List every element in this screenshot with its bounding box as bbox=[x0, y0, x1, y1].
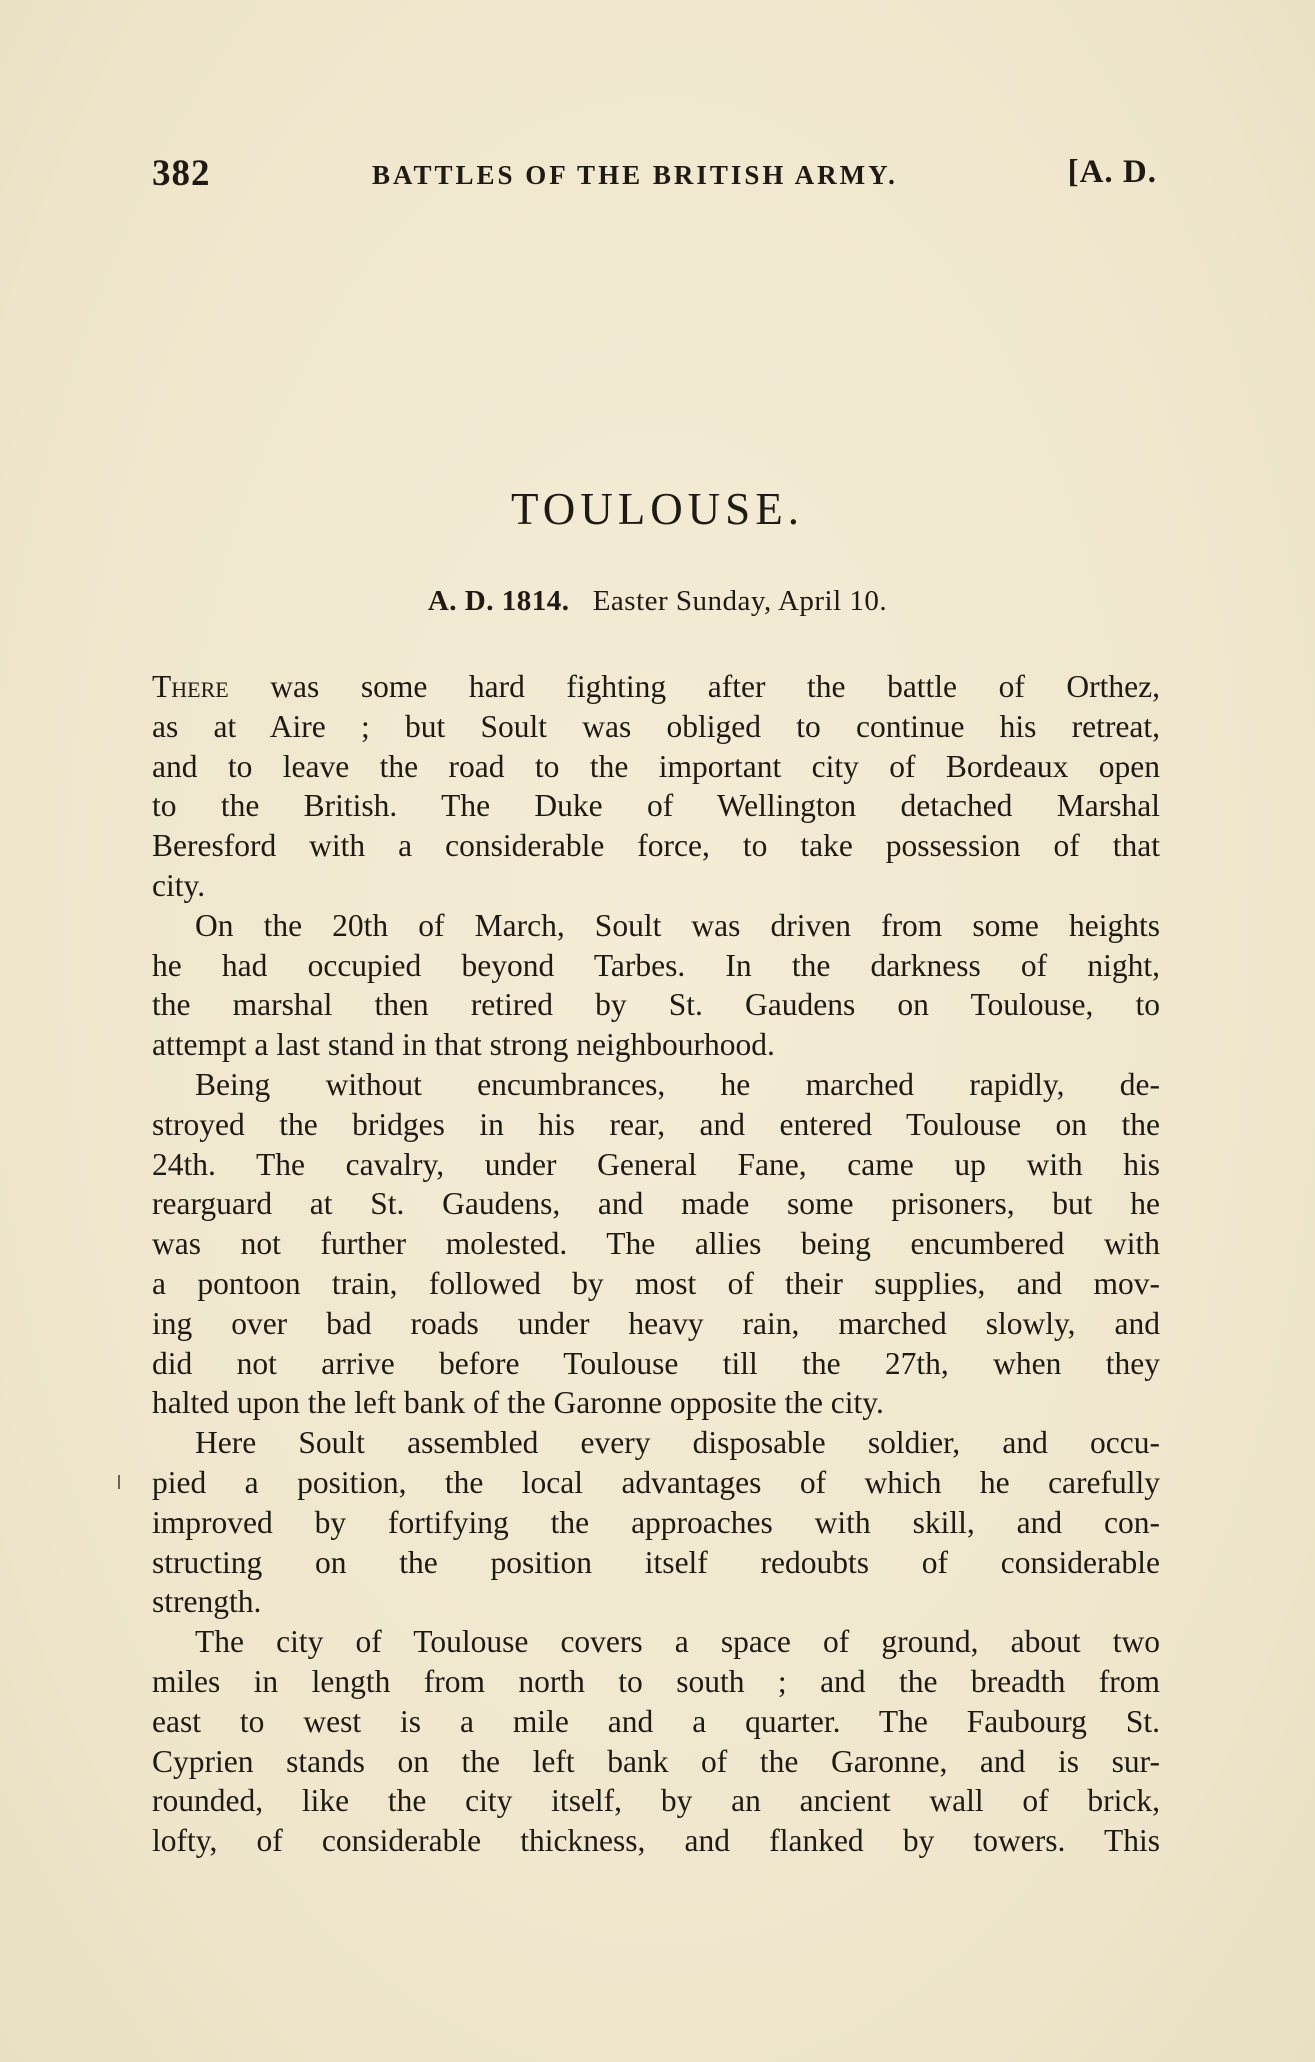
text-line: and to leave the road to the important city of Bordeaux open bbox=[152, 748, 1160, 784]
text-line: was not further molested. The allies being encumbered with bbox=[152, 1226, 1160, 1262]
text-line: rearguard at St. Gaudens, and made some prisoners, but he bbox=[152, 1186, 1160, 1222]
text-line: halted upon the left bank of the Garonne opposite the city. bbox=[152, 1385, 884, 1421]
text-line: On the 20th of March, Soult was driven from some heights bbox=[195, 907, 1160, 943]
chapter-date bbox=[0, 585, 1315, 618]
text-line: lofty, of considerable thickness, and flanked by towers. This bbox=[152, 1823, 1160, 1859]
text-line: rounded, like the city itself, by an ancient wall of brick, bbox=[152, 1783, 1160, 1819]
text-line: did not arrive before Toulouse till the 27th, when they bbox=[152, 1345, 1160, 1381]
text-line: improved by fortifying the approaches with skill, and con- bbox=[152, 1504, 1160, 1540]
text-line: east to west is a mile and a quarter. The Faubourg St. bbox=[152, 1703, 1160, 1739]
text-line: 24th. The cavalry, under General Fane, came up with his bbox=[152, 1146, 1160, 1182]
text-line: attempt a last stand in that strong neighbourhood. bbox=[152, 1027, 775, 1063]
text-line: Here Soult assembled every disposable soldier, and occu- bbox=[195, 1425, 1160, 1461]
text-line: the marshal then retired by St. Gaudens on Toulouse, to bbox=[152, 987, 1160, 1023]
text-line: Cyprien stands on the left bank of the Garonne, and is sur- bbox=[152, 1743, 1160, 1779]
text-line: Beresford with a considerable force, to take possession of that bbox=[152, 828, 1160, 864]
chapter-date-year: A. D. 1814. bbox=[427, 585, 570, 617]
text-line: strength. bbox=[152, 1584, 262, 1620]
drop-word: There bbox=[152, 669, 229, 704]
running-head-title: BATTLES OF THE BRITISH ARMY. bbox=[372, 160, 898, 190]
text-line: Being without encumbrances, he marched rapidly, de- bbox=[195, 1066, 1160, 1102]
text-line: he had occupied beyond Tarbes. In the darkness of night, bbox=[152, 947, 1160, 983]
text-line: as at Aire ; but Soult was obliged to continue his retreat, bbox=[152, 708, 1160, 744]
text-line: miles in length from north to south ; and the breadth from bbox=[152, 1663, 1160, 1699]
body-text bbox=[152, 667, 1160, 1861]
text-line: ing over bad roads under heavy rain, marched slowly, and bbox=[152, 1305, 1160, 1341]
text-line: structing on the position itself redoubts of considerable bbox=[152, 1544, 1160, 1580]
text-line: The city of Toulouse covers a space of ground, about two bbox=[195, 1624, 1160, 1660]
chapter-title: TOULOUSE. bbox=[511, 484, 804, 534]
text-line: There was some hard fighting after the battle of Orthez, bbox=[152, 669, 1160, 704]
running-head bbox=[152, 152, 1157, 202]
page-number: 382 bbox=[152, 153, 211, 194]
text-line: to the British. The Duke of Wellington detached Marshal bbox=[152, 788, 1160, 824]
chapter-date-day: Easter Sunday, April 10. bbox=[592, 585, 888, 617]
margin-mark bbox=[118, 1475, 120, 1489]
text-line: stroyed the bridges in his rear, and entered Toulouse on the bbox=[152, 1106, 1160, 1142]
running-head-era: [A. D. bbox=[1067, 154, 1157, 190]
text-line: pied a position, the local advantages of which he carefully bbox=[152, 1464, 1160, 1500]
text-line: a pontoon train, followed by most of their supplies, and mov- bbox=[152, 1265, 1160, 1301]
text-line: city. bbox=[152, 867, 206, 903]
